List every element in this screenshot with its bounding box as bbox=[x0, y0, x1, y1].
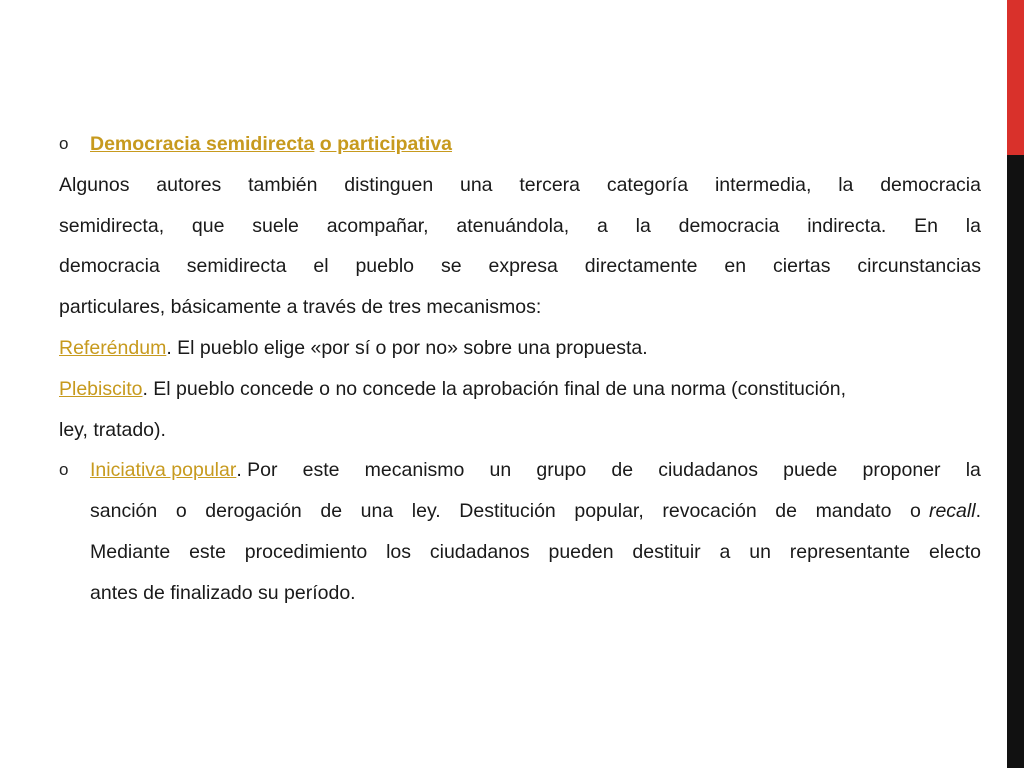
word: democracia bbox=[59, 255, 160, 278]
word: democracia bbox=[880, 173, 981, 196]
paragraph1-line-3 bbox=[59, 246, 981, 287]
word: a bbox=[719, 540, 731, 563]
link-iniciativa-popular[interactable]: Iniciativa popular bbox=[90, 459, 237, 482]
word: derogación bbox=[205, 500, 302, 523]
word: o bbox=[175, 500, 187, 523]
word: una bbox=[360, 500, 394, 523]
word: una bbox=[459, 173, 493, 196]
word: suele bbox=[252, 214, 299, 237]
plebiscito-line-2 bbox=[59, 410, 981, 451]
word: este bbox=[302, 459, 340, 482]
iniciativa-text-2 bbox=[90, 491, 929, 532]
word: tercera bbox=[519, 173, 581, 196]
iniciativa-text-4: antes de finalizado su período. bbox=[90, 581, 356, 604]
word: electo bbox=[928, 540, 981, 563]
iniciativa-line-2 bbox=[90, 491, 981, 532]
word: los bbox=[386, 540, 412, 563]
word: el bbox=[313, 255, 329, 278]
word: de bbox=[611, 459, 634, 482]
word: puede bbox=[783, 459, 838, 482]
word: la bbox=[838, 173, 854, 196]
iniciativa-text-1 bbox=[236, 450, 981, 491]
word: de bbox=[320, 500, 343, 523]
word: mecanismo bbox=[364, 459, 465, 482]
iniciativa-item bbox=[59, 450, 981, 613]
slide-content bbox=[59, 124, 981, 614]
word: este bbox=[189, 540, 226, 563]
word: de bbox=[775, 500, 797, 523]
paragraph1-line-1 bbox=[59, 165, 981, 206]
word: En bbox=[914, 214, 938, 237]
word: destituir bbox=[632, 540, 701, 563]
word: Mediante bbox=[90, 540, 171, 563]
word: democracia bbox=[678, 214, 780, 237]
word: popular, bbox=[574, 500, 644, 523]
word: representante bbox=[789, 540, 911, 563]
word: autores bbox=[156, 173, 222, 196]
word: mandato bbox=[815, 500, 892, 523]
word: la bbox=[635, 214, 651, 237]
word: proponer bbox=[862, 459, 941, 482]
word: semidirecta, bbox=[59, 214, 165, 237]
plebiscito-text bbox=[142, 369, 981, 410]
word: en bbox=[724, 255, 747, 278]
word: directamente bbox=[584, 255, 698, 278]
side-accent-bar bbox=[1007, 0, 1024, 768]
link-plebiscito[interactable]: Plebiscito bbox=[59, 377, 143, 400]
word: ciudadanos bbox=[658, 459, 758, 482]
word: circunstancias bbox=[857, 255, 981, 278]
word: expresa bbox=[488, 255, 558, 278]
heading-item bbox=[59, 124, 981, 165]
plebiscito-text-2: ley, tratado). bbox=[59, 418, 166, 441]
word: grupo bbox=[536, 459, 587, 482]
word: categoría bbox=[606, 173, 689, 196]
word: sanción bbox=[90, 500, 158, 523]
iniciativa-line-3 bbox=[90, 532, 981, 573]
side-bar-black-segment bbox=[1007, 155, 1024, 768]
word: revocación bbox=[662, 500, 757, 523]
link-democracia-semidirecta[interactable]: Democracia semidirecta bbox=[90, 133, 315, 155]
iniciativa-text-2-end: . bbox=[975, 500, 981, 523]
word: indirecta. bbox=[807, 214, 887, 237]
paragraph1-line-4 bbox=[59, 287, 981, 328]
word: también bbox=[248, 173, 318, 196]
link-o-participativa[interactable]: o participativa bbox=[319, 133, 453, 155]
word: semidirecta bbox=[186, 255, 287, 278]
word: la bbox=[965, 214, 981, 237]
word: distinguen bbox=[344, 173, 434, 196]
word: se bbox=[440, 255, 462, 278]
word: . El pueblo concede o no concede la aprobación final de una norma (constitución, bbox=[142, 377, 847, 400]
word: ley. bbox=[411, 500, 441, 523]
word: procedimiento bbox=[244, 540, 368, 563]
word: acompañar, bbox=[326, 214, 429, 237]
word: a bbox=[596, 214, 608, 237]
word: pueblo bbox=[355, 255, 415, 278]
bullet-circle-icon: o bbox=[59, 460, 69, 480]
word: ciudadanos bbox=[429, 540, 530, 563]
link-referendum[interactable]: Referéndum bbox=[59, 336, 167, 359]
iniciativa-line-1 bbox=[90, 450, 981, 491]
word: . Por bbox=[236, 459, 278, 482]
bullet-circle-icon: o bbox=[59, 134, 69, 153]
word: un bbox=[749, 540, 771, 563]
iniciativa-line-4 bbox=[90, 573, 981, 614]
word: Algunos bbox=[59, 173, 130, 196]
referendum-line bbox=[59, 328, 981, 369]
word: atenuándola, bbox=[456, 214, 570, 237]
word: pueden bbox=[548, 540, 614, 563]
recall-term: recall bbox=[928, 500, 976, 523]
word: Destitución bbox=[459, 500, 556, 523]
word: particulares, básicamente a través de tres mecanismos: bbox=[59, 296, 542, 319]
word: que bbox=[191, 214, 225, 237]
word: la bbox=[965, 459, 981, 482]
referendum-text: . El pueblo elige «por sí o por no» sobre una propuesta. bbox=[166, 336, 648, 359]
word: ciertas bbox=[773, 255, 831, 278]
word: o bbox=[910, 500, 921, 523]
side-bar-red-segment bbox=[1007, 0, 1024, 155]
word: un bbox=[489, 459, 512, 482]
plebiscito-line-1 bbox=[59, 369, 981, 410]
word: intermedia, bbox=[714, 173, 812, 196]
paragraph1-line-2 bbox=[59, 206, 981, 247]
